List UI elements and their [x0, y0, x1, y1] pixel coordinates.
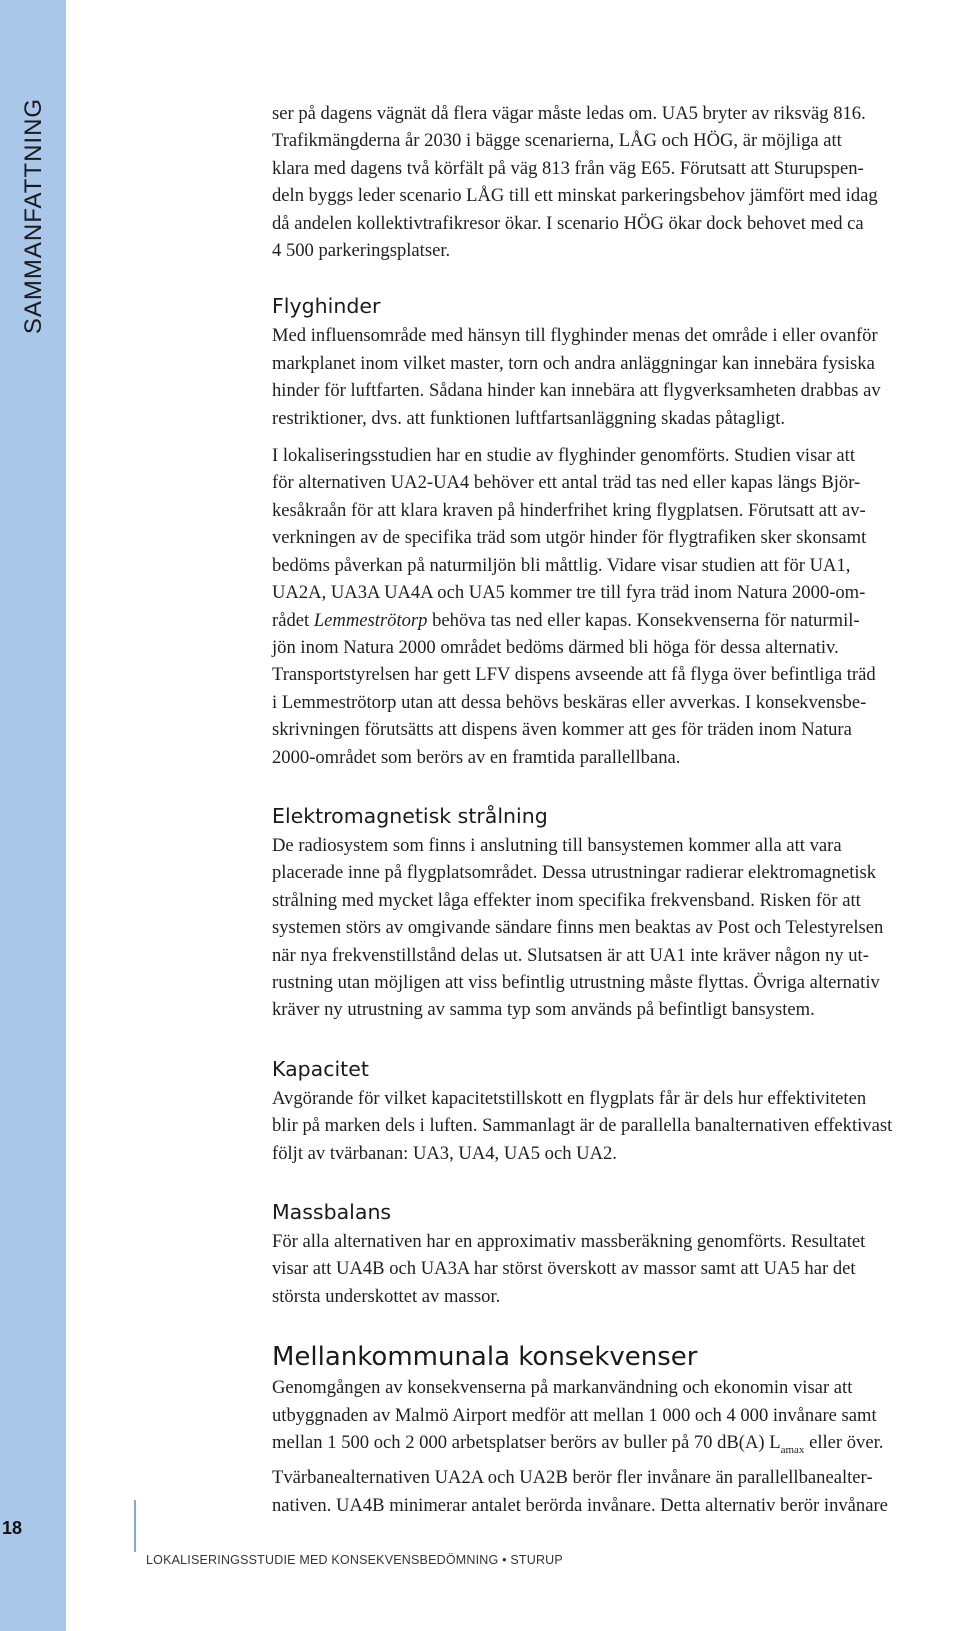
flyghinder-paragraph-2 [272, 442, 960, 771]
text-line: jön inom Natura 2000 området bedöms därmed bli höga för dessa alternativ. [272, 636, 839, 658]
footer-divider [134, 1500, 136, 1552]
mellankommunala-paragraph [272, 1374, 960, 1519]
text-line: kräver ny utrustning av samma typ som används på befintligt bansystem. [272, 999, 815, 1021]
text-line: klara med dagens två körfält på väg 813 från väg E65. Förutsatt att Sturupspen- [272, 157, 864, 179]
text-line: Transportstyrelsen har gett LFV dispens avseende att få flyga över befintliga träd [272, 664, 876, 686]
text-line: kesåkraån för att klara kraven på hinderfrihet kring flygplatsen. Förutsatt att av- [272, 499, 866, 521]
text-span: rådet [272, 609, 314, 631]
text-line: verkningen av de specifika träd som utgör hinder för flygtrafiken sker skonsamt [272, 527, 867, 549]
text-line: Med influensområde med hänsyn till flyghinder menas det område i eller ovanför [272, 325, 878, 347]
elektro-paragraph [272, 832, 960, 1024]
running-footer: LOKALISERINGSSTUDIE MED KONSEKVENSBEDÖMNING • STURUP [146, 1553, 563, 1567]
text-line: när nya frekvenstillstånd delas ut. Slutsatsen är att UA1 inte kräver någon ny ut- [272, 944, 869, 966]
text-line: restriktioner, dvs. att funktionen luftfartsanläggning skadas påtagligt. [272, 407, 786, 429]
text-line: I lokaliseringsstudien har en studie av flyghinder genomförts. Studien visar att [272, 445, 855, 467]
heading-kapacitet: Kapacitet [272, 1056, 369, 1081]
text-line: systemen störs av omgivande sändare finns men beaktas av Post och Telestyrelsen [272, 917, 884, 939]
text-line: följt av tvärbanan: UA3, UA4, UA5 och UA2. [272, 1142, 617, 1164]
flyghinder-paragraph-1 [272, 322, 960, 432]
heading-elektromagnetisk: Elektromagnetisk strålning [272, 803, 548, 828]
text-line: placerade inne på flygplatsområdet. Dessa utrustningar radierar elektromagnetisk [272, 862, 877, 884]
text-line: De radiosystem som finns i anslutning till bansystemen kommer alla att vara [272, 834, 842, 856]
text-line: blir på marken dels i luften. Sammanlagt är de parallella banalternativen effektivast [272, 1115, 893, 1137]
text-line: skrivningen förutsätts att dispens även kommer att ges för träden inom Natura [272, 719, 852, 741]
main-text [272, 100, 960, 1519]
text-line: nativen. UA4B minimerar antalet berörda invånare. Detta alternativ berör invånare [272, 1494, 888, 1516]
subscript-amax: amax [780, 1444, 805, 1457]
text-line: Avgörande för vilket kapacitetstillskott en flygplats får är dels hur effektiviteten [272, 1087, 867, 1109]
text-line: bedöms påverkan på naturmiljön bli måttlig. Vidare visar studien att för UA1, [272, 554, 851, 576]
text-line: Tvärbanealternativen UA2A och UA2B berör fler invånare än parallellbanealter- [272, 1467, 873, 1489]
text-line: rustning utan möjligen att viss befintlig utrustning måste flyttas. Övriga alternativ [272, 971, 880, 993]
text-span: behöva tas ned eller kapas. Konsekvenserna för naturmil- [427, 609, 860, 631]
text-line: största underskottet av massor. [272, 1285, 501, 1307]
text-line: 4 500 parkeringsplatser. [272, 240, 451, 262]
place-name-italic: Lemmeströtorp [313, 609, 428, 631]
text-line: i Lemmeströtorp utan att dessa behövs beskäras eller avverkas. I konsekvensbe- [272, 691, 867, 713]
text-line: Trafikmängderna år 2030 i bägge scenarierna, LÅG och HÖG, är möjliga att [272, 130, 842, 152]
text-line: UA2A, UA3A UA4A och UA5 kommer tre till fyra träd inom Natura 2000-om- [272, 582, 866, 604]
intro-paragraph [272, 100, 960, 264]
text-line: strålning med mycket låga effekter inom specifika frekvensband. Risken för att [272, 889, 861, 911]
heading-massbalans: Massbalans [272, 1200, 392, 1224]
kapacitet-paragraph [272, 1085, 960, 1167]
text-line: då andelen kollektivtrafikresor ökar. I scenario HÖG ökar dock behovet med ca [272, 212, 864, 234]
sidebar-band [0, 0, 66, 1631]
text-line: 2000-området som berörs av en framtida parallellbana. [272, 746, 681, 768]
heading-flyghinder: Flyghinder [272, 294, 381, 319]
text-line: hinder för luftfarten. Sådana hinder kan innebära att flygverksamheten drabbas av [272, 380, 881, 402]
text-line [272, 607, 960, 634]
text-line: För alla alternativen har en approximativ massberäkning genomförts. Resultatet [272, 1231, 866, 1252]
massbalans-paragraph [272, 1228, 960, 1310]
heading-mellankommunala: Mellankommunala konsekvenser [272, 1342, 698, 1373]
text-span: mellan 1 500 och 2 000 arbetsplatser berörs av buller på 70 dB(A) L [272, 1432, 781, 1454]
text-line: utbyggnaden av Malmö Airport medför att mellan 1 000 och 4 000 invånare samt [272, 1404, 877, 1426]
text-line: för alternativen UA2-UA4 behöver ett antal träd tas ned eller kapas längs Björ- [272, 472, 861, 494]
text-line: deln byggs leder scenario LÅG till ett minskat parkeringsbehov jämfört med idag [272, 185, 878, 207]
text-line: visar att UA4B och UA3A har störst överskott av massor samt att UA5 har det [272, 1258, 856, 1280]
page-number: 18 [2, 1518, 23, 1538]
text-line: Genomgången av konsekvenserna på markanvändning och ekonomin visar att [272, 1377, 853, 1399]
text-line: ser på dagens vägnät då flera vägar måste ledas om. UA5 bryter av riksväg 816. [272, 103, 866, 124]
section-label: SAMMANFATTNING [20, 97, 47, 335]
text-span: eller över. [804, 1432, 884, 1454]
text-line: markplanet inom vilket master, torn och andra anläggningar kan innebära fysiska [272, 352, 875, 374]
text-line [272, 1429, 960, 1464]
